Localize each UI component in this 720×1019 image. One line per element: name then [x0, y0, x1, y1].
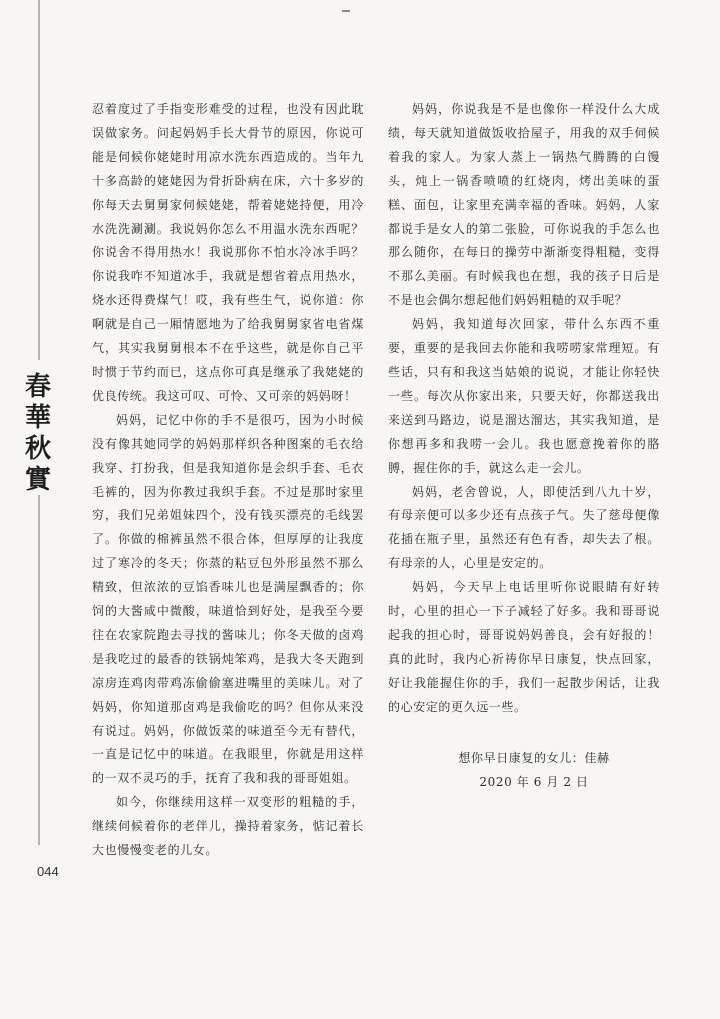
signature-date: 2020 年 6 月 2 日 [479, 774, 589, 789]
margin-rule-top [38, 0, 40, 360]
paragraph: 妈妈，老舍曾说，人，即使活到八九十岁，有母亲便可以多少还有点孩子气。失了慈母便像花插在瓶子里，虽然还有色有香，却失去了根。有母亲的人，心里是安定的。 [388, 484, 660, 571]
margin-rule-bottom [38, 495, 40, 845]
paragraph: 如今，你继续用这样一双变形的粗糙的手，继续伺候着你的老伴儿，操持着家务，惦记着长大也慢慢变老的儿女。 [92, 795, 364, 858]
left-column [92, 98, 364, 863]
paragraph: 妈妈，今天早上电话里听你说眼睛有好转时，心里的担心一下子减轻了好多。我和哥哥说起我的担心时，哥哥说妈妈善良，会有好报的！真的此时，我内心祈祷你早日康复，快点回家，好让我能握住你的手，我们一起散步闲话，让我的心安定的更久远一些。 [388, 580, 660, 714]
magazine-brand [14, 372, 62, 496]
paragraph: 妈妈，记忆中你的手不是很巧，因为小时候没有像其她同学的妈妈那样织各种图案的毛衣给我穿、打扮我，但是我知道你是会织手套、毛衣毛裤的，因为你教过我织手套。不过是那时家里穷，我们兄弟姐妹四个，没有钱买漂亮的毛线罢了。你做的棉裤虽然不很合体，但厚厚的让我度过了寒冷的冬天；你蒸的粘豆包外形虽然不那么精致，但浓浓的豆馅香味儿也是满屋飘香的；你饲的大酱咸中微酸，味道恰到好处，是我至今要往在农家院跑去寻找的酱味儿；你冬天做的卤鸡是我吃过的最香的铁锅炖笨鸡，是我大冬天跑到凉房连鸡肉带鸡冻偷偷塞进嘴里的美味儿。对了妈妈，你知道那卤鸡是我偷吃的吗？但你从来没有说过。妈妈，你做饭菜的味道至今无有替代，一直是记忆中的味道。在我眼里，你就是用这样的一双不灵巧的手，抚育了我和我的哥哥姐姐。 [92, 412, 364, 786]
paragraph: 忍着度过了手指变形难受的过程，也没有因此耽误做家务。问起妈妈手长大骨节的原因，你说可能是伺候你姥姥时用凉水洗东西造成的。当年九十多高龄的姥姥因为骨折卧病在床，六十多岁的你每天去舅舅家伺候姥姥，帮着姥姥持便，用冷水洗洗涮涮。我说妈你怎么不用温水洗东西呢？你说舍不得用热水！我说那你不怕水冷冰手吗？你说我咋不知道冰手，我就是想省着点用热水，烧水还得费煤气！哎，我有些生气，说你道：你啊就是自己一厢情愿地为了给我舅舅家省电省煤气，其实我舅舅根本不在乎这些，就是你自己平时惯于节约而已，这点你可真是继承了我姥姥的优良传统。我这可叹、可怜、又可亲的妈妈呀！ [92, 102, 364, 403]
brand-char: 實 [24, 465, 51, 495]
brand-char: 春 [24, 372, 51, 402]
paragraph: 妈妈，我知道每次回家，带什么东西不重要，重要的是我回去你能和我唠唠家常理短。有些话，只有和我这当姑娘的说说，才能让你轻快一些。每次从你家出来，只要天好，你都送我出来送到马路边，说是溜达溜达，其实我知道，是你想再多和我唠一会儿。我也愿意挽着你的胳膊，握住你的手，就这么走一会儿。 [388, 317, 660, 475]
signature-block [388, 746, 660, 794]
paragraph: 妈妈，你说我是不是也像你一样没什么大成绩，每天就知道做饭收拾屋子，用我的双手伺候着我的家人。为家人蒸上一锅热气腾腾的白馒头，炖上一锅香喷喷的红烧肉，烤出美味的蛋糕、面包，让家里充满幸福的香味。妈妈，人家都说手是女人的第二张脸，可你说我的手怎么也那么随你，在每日的操劳中渐渐变得粗糙，变得不那么美丽。有时候我也在想，我的孩子日后是不是也会偶尔想起他们妈妈粗糙的双手呢？ [388, 102, 660, 308]
signature-line: 想你早日康复的女儿：佳赫 [458, 750, 610, 765]
top-mark [342, 10, 350, 12]
brand-char: 華 [24, 403, 51, 433]
brand-char: 秋 [24, 434, 51, 464]
right-column [388, 98, 660, 794]
page-number: 044 [37, 864, 59, 879]
